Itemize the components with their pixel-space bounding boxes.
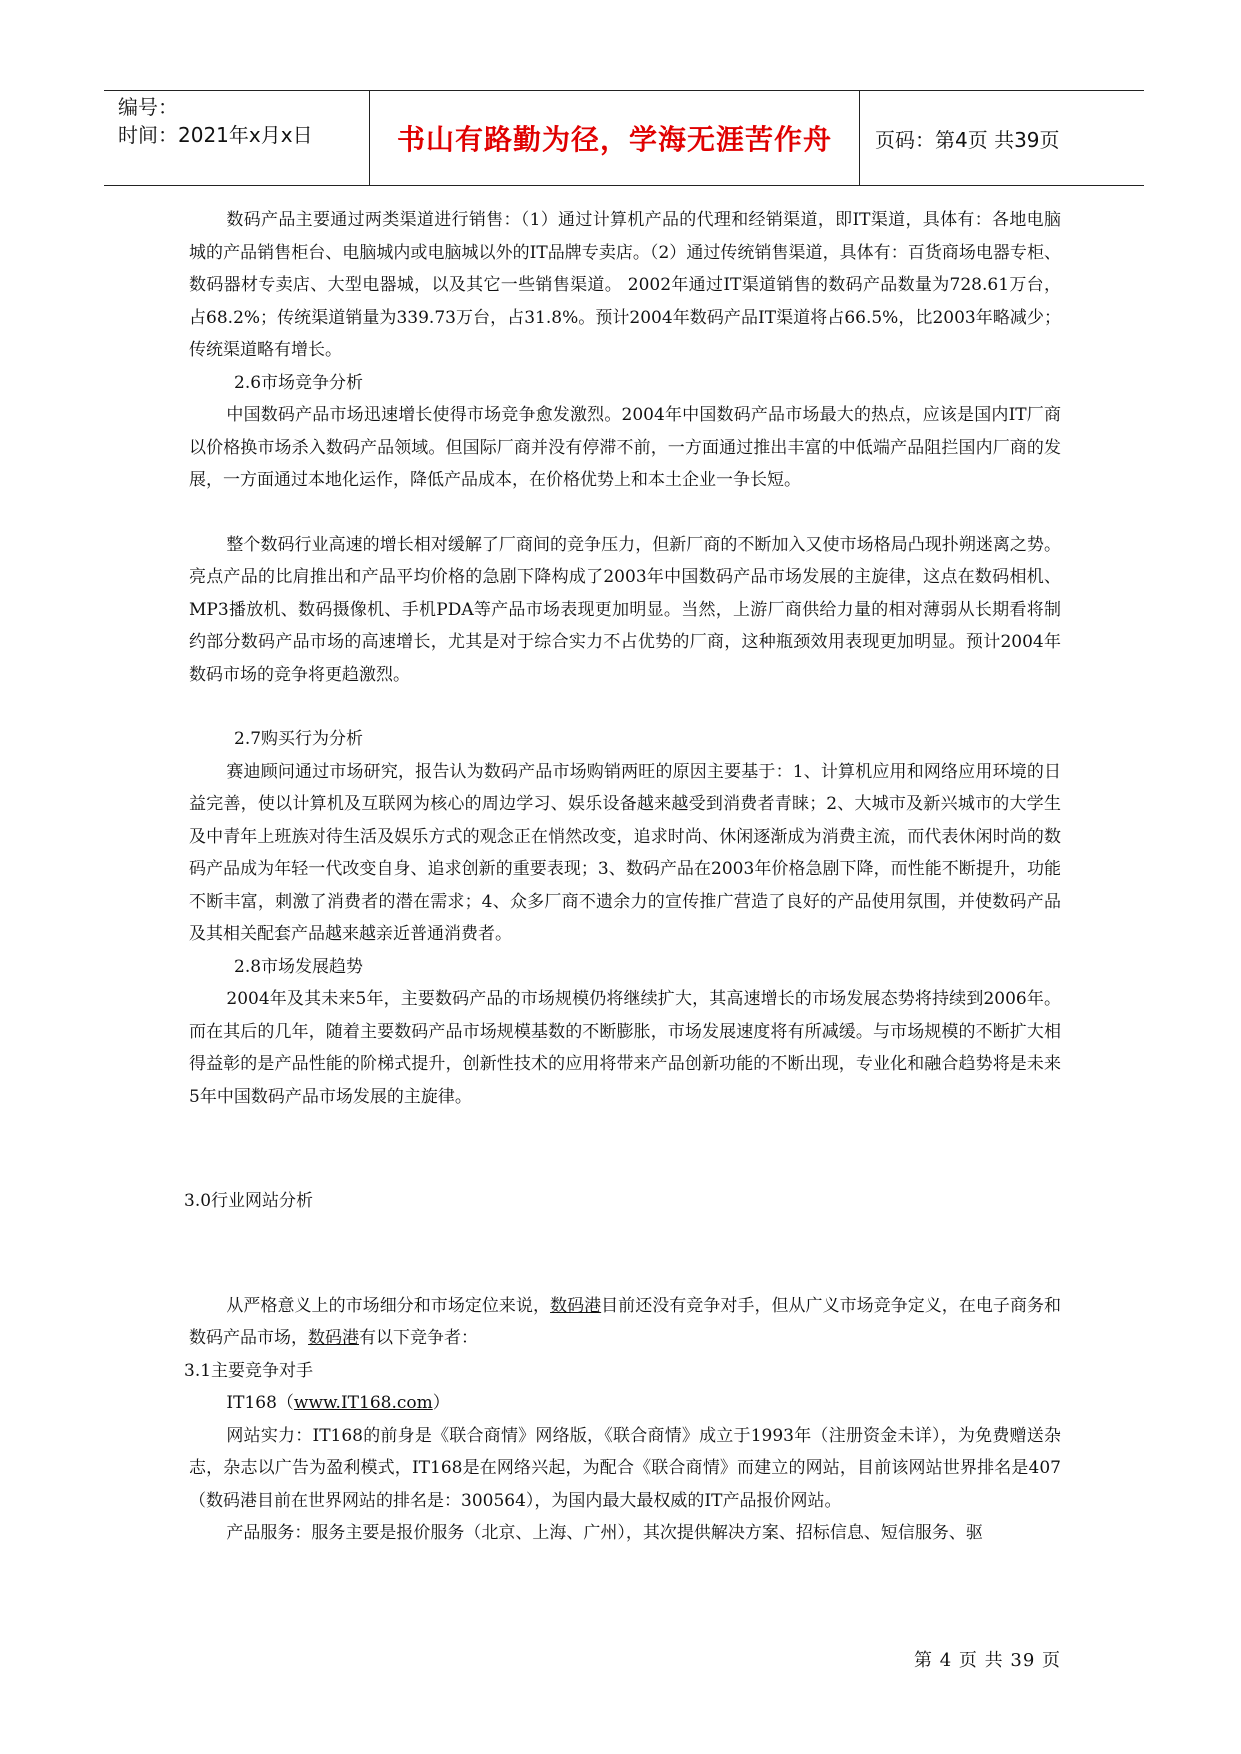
motto-text: 书山有路勤为径，学海无涯苦作舟 [396, 123, 832, 156]
number-label: 编号： [118, 95, 178, 119]
section-heading-2-6: 2.6市场竞争分析 [234, 372, 364, 393]
paragraph-competitors-intro: 从严格意义上的市场细分和市场定位来说，数码港目前还没有竞争对手，但从广义市场竞争定义，在电子商务和数码产品市场，数码港有以下竞争者： [189, 1295, 1062, 1348]
paragraph-product-service: 产品服务：服务主要是报价服务（北京、上海、广州），其次提供解决方案、招标信息、短信服务、驱 [226, 1523, 983, 1543]
site-link[interactable]: 数码港 [550, 1295, 602, 1316]
section-heading-2-8: 2.8市场发展趋势 [234, 956, 364, 977]
paragraph-competition: 中国数码产品市场迅速增长使得市场竞争愈发激烈。2004年中国数码产品市场最大的热点，应该是国内IT厂商以价格换市场杀入数码产品领域。但国际厂商并没有停滞不前，一方面通过推出丰富的中低端产品阻拦国内厂商的发展，一方面通过本地化运作，降低产品成本，在价格优势上和本土企业一争长短。 [189, 405, 1061, 490]
paragraph-channels: 数码产品主要通过两类渠道进行销售：（1）通过计算机产品的代理和经销渠道，即IT渠道，具体有：各地电脑城的产品销售柜台、电脑城内或电脑城以外的IT品牌专卖店。（2）通过传统销售渠道，具体有：百货商场电器专柜、数码器材专卖店、大型电器城，以及其它一些销售渠道。 2002年通过IT渠道销售的数码产品数量为728.61万台，占68.2%；传统渠道销量为339.73万台，占31.8%。预计2004年数码产品IT渠道将占66.5%，比2003年略减少；传统渠道略有增长。 [189, 210, 1061, 360]
section-heading-3-1: 3.1主要竞争对手 [184, 1360, 314, 1381]
page-footer: 第 4 页 共 39 页 [914, 1650, 1061, 1671]
page-code: 页码：第4页 共39页 [875, 127, 1060, 152]
competitor-title: IT168（www.IT168.com） [226, 1393, 450, 1413]
competitor-url-link[interactable]: www.IT168.com [293, 1393, 433, 1413]
paragraph-industry-growth: 整个数码行业高速的增长相对缓解了厂商间的竞争压力，但新厂商的不断加入又使市场格局凸现扑朔迷离之势。亮点产品的比肩推出和产品平均价格的急剧下降构成了2003年中国数码产品市场发展的主旋律，这点在数码相机、MP3播放机、数码摄像机、手机PDA等产品市场表现更加明显。当然，上游厂商供给力量的相对薄弱从长期看将制约部分数码产品市场的高速增长，尤其是对于综合实力不占优势的厂商，这种瓶颈效用表现更加明显。预计2004年数码市场的竞争将更趋激烈。 [189, 534, 1061, 685]
header-left-cell [104, 91, 370, 185]
section-heading-3-0: 3.0行业网站分析 [184, 1191, 314, 1211]
site-link-2[interactable]: 数码港 [308, 1328, 359, 1348]
header-motto-cell [370, 91, 860, 185]
paragraph-site-strength: 网站实力：IT168的前身是《联合商情》网络版，《联合商情》成立于1993年（注册资金未详），为免费赠送杂志，杂志以广告为盈利模式，IT168是在网络兴起，为配合《联合商情》而建立的网站，目前该网站世界排名是407（数码港目前在世界网站的排名是：300564），为国内最大最权威的IT产品报价网站。 [189, 1425, 1061, 1511]
section-heading-2-7: 2.7购买行为分析 [234, 729, 364, 749]
paragraph-market-trend: 2004年及其未来5年，主要数码产品的市场规模仍将继续扩大，其高速增长的市场发展态势将持续到2006年。而在其后的几年，随着主要数码产品市场规模基数的不断膨胀，市场发展速度将有所减缓。与市场规模的不断扩大相得益彰的是产品性能的阶梯式提升，创新性技术的应用将带来产品创新功能的不断出现，专业化和融合趋势将是未来5年中国数码产品市场发展的主旋律。 [189, 989, 1061, 1107]
document-header [104, 90, 1144, 186]
header-page-cell [860, 91, 1144, 185]
paragraph-buying-behavior: 赛迪顾问通过市场研究，报告认为数码产品市场购销两旺的原因主要基于：1、计算机应用和网络应用环境的日益完善，使以计算机及互联网为核心的周边学习、娱乐设备越来越受到消费者青睐；2、大城市及新兴城市的大学生及中青年上班族对待生活及娱乐方式的观念正在悄然改变，追求时尚、休闲逐渐成为消费主流，而代表休闲时尚的数码产品成为年轻一代改变自身、追求创新的重要表现；3、数码产品在2003年价格急剧下降，而性能不断提升，功能不断丰富，刺激了消费者的潜在需求；4、众多厂商不遗余力的宣传推广营造了良好的产品使用氛围，并使数码产品及其相关配套产品越来越亲近普通消费者。 [189, 761, 1061, 944]
time-label: 时间：2021年x月x日 [118, 123, 313, 147]
document-body [184, 204, 1062, 1550]
